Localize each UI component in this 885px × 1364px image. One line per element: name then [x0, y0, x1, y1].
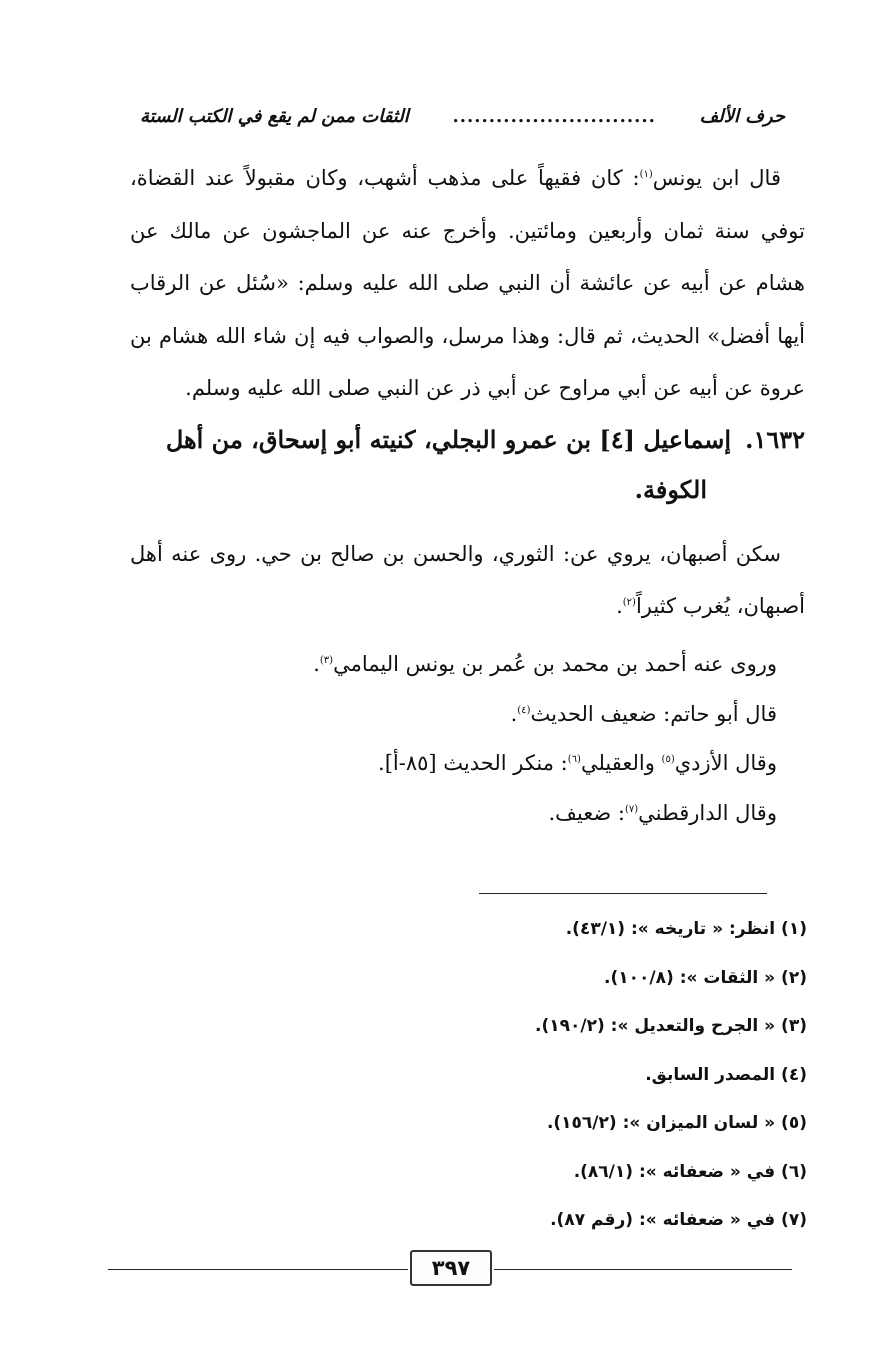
footnote-ref-1: (١)	[639, 169, 653, 180]
footnote-1: (١) انظر: « تاريخه »: (٤٣/١).	[565, 919, 807, 939]
paragraph-lead: قال ابن يونس	[652, 166, 781, 190]
book-title: الثقات ممن لم يقع في الكتب الستة	[140, 105, 409, 127]
entry-heading	[130, 415, 805, 515]
narrator-line-1	[130, 640, 777, 690]
entry-paragraph-end: .	[616, 594, 623, 618]
narrator-line-4-text: وقال الدارقطني	[638, 800, 777, 825]
narrator-line-2-end: .	[510, 701, 518, 726]
narrator-line-1-text: وروى عنه أحمد بن محمد بن عُمر بن يونس اليمامي	[333, 652, 777, 676]
narrator-line-3-a: وقال الأزدي	[674, 751, 777, 775]
footnote-5: (٥) « لسان الميزان »: (١٥٦/٢).	[546, 1113, 807, 1133]
narrator-line-2	[130, 690, 777, 740]
page-number: ٣٩٧	[410, 1250, 492, 1286]
entry-paragraph-text: سكن أصبهان، يروي عن: الثوري، والحسن بن صالح بن حي. روى عنه أهل أصبهان، يُغرب كثيراً	[130, 542, 805, 618]
entry-number: ١٦٣٢.	[745, 425, 805, 454]
footnote-7: (٧) في « ضعفائه »: (رقم ٨٧).	[550, 1210, 807, 1230]
footnotes	[130, 905, 807, 1245]
footnote-ref-3: (٣)	[319, 655, 334, 666]
paragraph-text	[130, 152, 805, 415]
entry-body	[130, 528, 805, 632]
entry-paragraph	[130, 528, 805, 632]
narrator-line-2-text: قال أبو حاتم: ضعيف الحديث	[530, 701, 777, 726]
paragraph-ibn-yunus	[130, 152, 805, 415]
footnote-ref-2: (٢)	[622, 597, 636, 608]
page-footer	[108, 1250, 792, 1290]
narrator-line-4	[130, 789, 777, 839]
narrator-line-1-end: .	[313, 652, 320, 676]
footnote-4: (٤) المصدر السابق.	[645, 1064, 807, 1085]
footnote-ref-5: (٥)	[661, 754, 675, 765]
footnote-3: (٣) « الجرح والتعديل »: (١٩٠/٢).	[535, 1016, 807, 1036]
chapter-title: حرف الألف	[699, 105, 785, 127]
narrator-line-4-end: : ضعيف.	[548, 800, 625, 825]
entry-title-continuation: الكوفة.	[634, 475, 707, 504]
paragraph-rest: : كان فقيهاً على مذهب أشهب، وكان مقبولاً عند القضاة، توفي سنة ثمان وأربعين ومائتين. وأخرج عنه عن الماجشون عن مالك عن هشام عن أبيه عن عائشة أن النبي صلى الله عليه وسلم: «سُئل عن الرقاب أيها أفضل» الحديث، ثم قال: وهذا مرسل، والصواب فيه إن شاء الله هشام بن عروة عن أبيه عن أبي مراوح عن أبي ذر عن النبي صلى الله عليه وسلم.	[130, 166, 805, 400]
narrator-line-3	[130, 739, 777, 789]
footnote-ref-7: (٧)	[624, 803, 639, 815]
footer-rule-left	[108, 1269, 408, 1270]
narrator-line-3-b: والعقيلي	[580, 751, 662, 775]
footnote-ref-4: (٤)	[517, 704, 531, 716]
footer-rule-right	[494, 1269, 792, 1270]
running-header	[140, 96, 785, 136]
narrator-lines	[130, 640, 777, 838]
header-leader-dots: ............................	[452, 105, 656, 127]
footnote-6: (٦) في « ضعفائه »: (٨٦/١).	[573, 1161, 807, 1182]
footnote-2: (٢) « الثقات »: (١٠٠/٨).	[604, 967, 807, 988]
footnote-separator	[479, 893, 767, 894]
footnote-ref-6: (٦)	[567, 754, 581, 765]
entry-title: إسماعيل [٤] بن عمرو البجلي، كنيته أبو إسحاق، من أهل	[165, 425, 732, 454]
narrator-line-3-c: : منكر الحديث [٨٥-أ].	[378, 751, 568, 775]
